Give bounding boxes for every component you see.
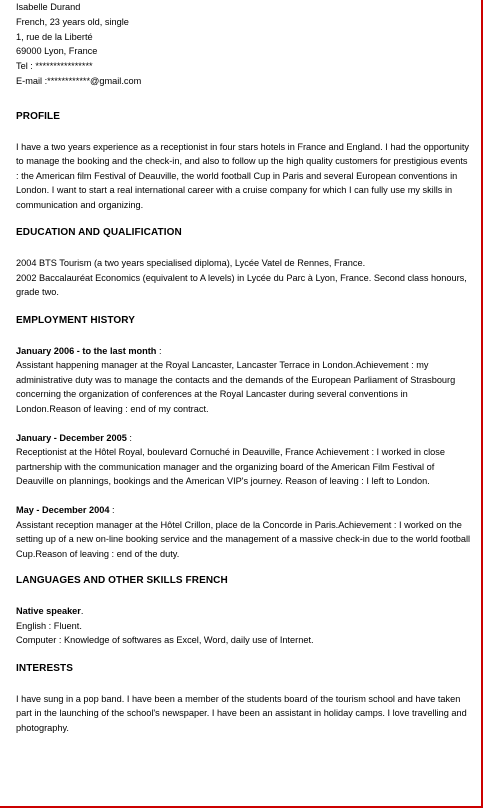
- english-skill: English : Fluent.: [16, 620, 82, 631]
- candidate-info: French, 23 years old, single: [16, 16, 129, 27]
- employment-heading: EMPLOYMENT HISTORY: [16, 314, 136, 326]
- job-period: January - December 2005: [16, 432, 127, 443]
- profile-heading: PROFILE: [16, 110, 61, 122]
- email-address: E-mail :************@gmail.com: [16, 75, 142, 86]
- job-entry: January - December 2005 : Receptionist at the Hôtel Royal, boulevard Cornuché in Deauville, France Achievement : I worked in close partnership with the communication manager and the organizing board of the American Film Festival of Deauville on plannings, bookings and the American VIP's journey. Reason of leaving : I left to London.: [16, 432, 445, 487]
- interests-text: I have sung in a pop band. I have been a member of the students board of the tourism school and have taken part in the launching of the school's newspaper. I have been an assistant in holiday camps. I love travelling and photography.: [16, 693, 467, 733]
- job-description: Assistant reception manager at the Hôtel Crillon, place de la Concorde in Paris.Achievement : I worked on the setting up of a new on-line booking service and the management of a massive check-in due to the world football Cup.Reason of leaving : end of the duty.: [16, 519, 471, 559]
- job-entry: May - December 2004 : Assistant reception manager at the Hôtel Crillon, place de la Concorde in Paris.Achievement : I worked on the setting up of a new on-line booking service and the management of a massive check-in due to the world football Cup.Reason of leaving : end of the duty.: [16, 505, 471, 559]
- job-period: January 2006 - to the last month: [16, 345, 157, 356]
- job-description: Receptionist at the Hôtel Royal, boulevard Cornuché in Deauville, France Achievement : I worked in close partnership with the communication manager and the organizing board of the American Film Festival of Deauville on plannings, bookings and the American VIP's journey. Reason of leaving : I left to London.: [16, 447, 445, 487]
- native-speaker-label: Native speaker: [16, 606, 81, 617]
- education-line-2: 2002 Baccalauréat Economics (equivalent to A levels) in Lycée du Parc à Lyon, France. Second class honours, grade two.: [16, 272, 467, 298]
- languages-heading: LANGUAGES AND OTHER SKILLS FRENCH: [16, 575, 228, 587]
- interests-heading: INTERESTS: [16, 662, 74, 674]
- phone-number: Tel : ****************: [16, 61, 93, 72]
- candidate-name: Isabelle Durand: [16, 2, 81, 12]
- job-description: Assistant happening manager at the Royal Lancaster, Lancaster Terrace in London.Achievement : my administrative duty was to manage the contacts and the demands of the European Parliament of Strasbourg concerning the organization of conferences at the Royal Lancaster during several conventions in London.Reason of leaving : end of my contract.: [16, 360, 456, 414]
- computer-skill: Computer : Knowledge of softwares as Excel, Word, daily use of Internet.: [16, 635, 314, 646]
- contact-header: [16, 0, 471, 89]
- job-period: May - December 2004: [16, 505, 110, 516]
- education-line-1: 2004 BTS Tourism (a two years specialised diploma), Lycée Vatel de Rennes, France.: [16, 258, 366, 269]
- job-entry: January 2006 - to the last month : Assistant happening manager at the Royal Lancaster, Lancaster Terrace in London.Achievement : my administrative duty was to manage the contacts and the demands of the European Parliament of Strasbourg concerning the organization of conferences at the Royal Lancaster during several conventions in London.Reason of leaving : end of my contract.: [16, 345, 456, 414]
- address-city: 69000 Lyon, France: [16, 46, 98, 57]
- native-speaker-line: Native speaker.: [16, 606, 84, 617]
- education-heading: EDUCATION AND QUALIFICATION: [16, 227, 182, 239]
- address-street: 1, rue de la Liberté: [16, 31, 93, 42]
- profile-text: I have a two years experience as a receptionist in four stars hotels in France and England. I had the opportunity to manage the booking and the check-in, and also to follow up the high quality customers for prestigious events : the American film Festival of Deauville, the world football Cup in Paris and several European conventions in London. I want to start a real international career with a cruise company for which I can fully use my skills in communication and organizing.: [16, 141, 470, 210]
